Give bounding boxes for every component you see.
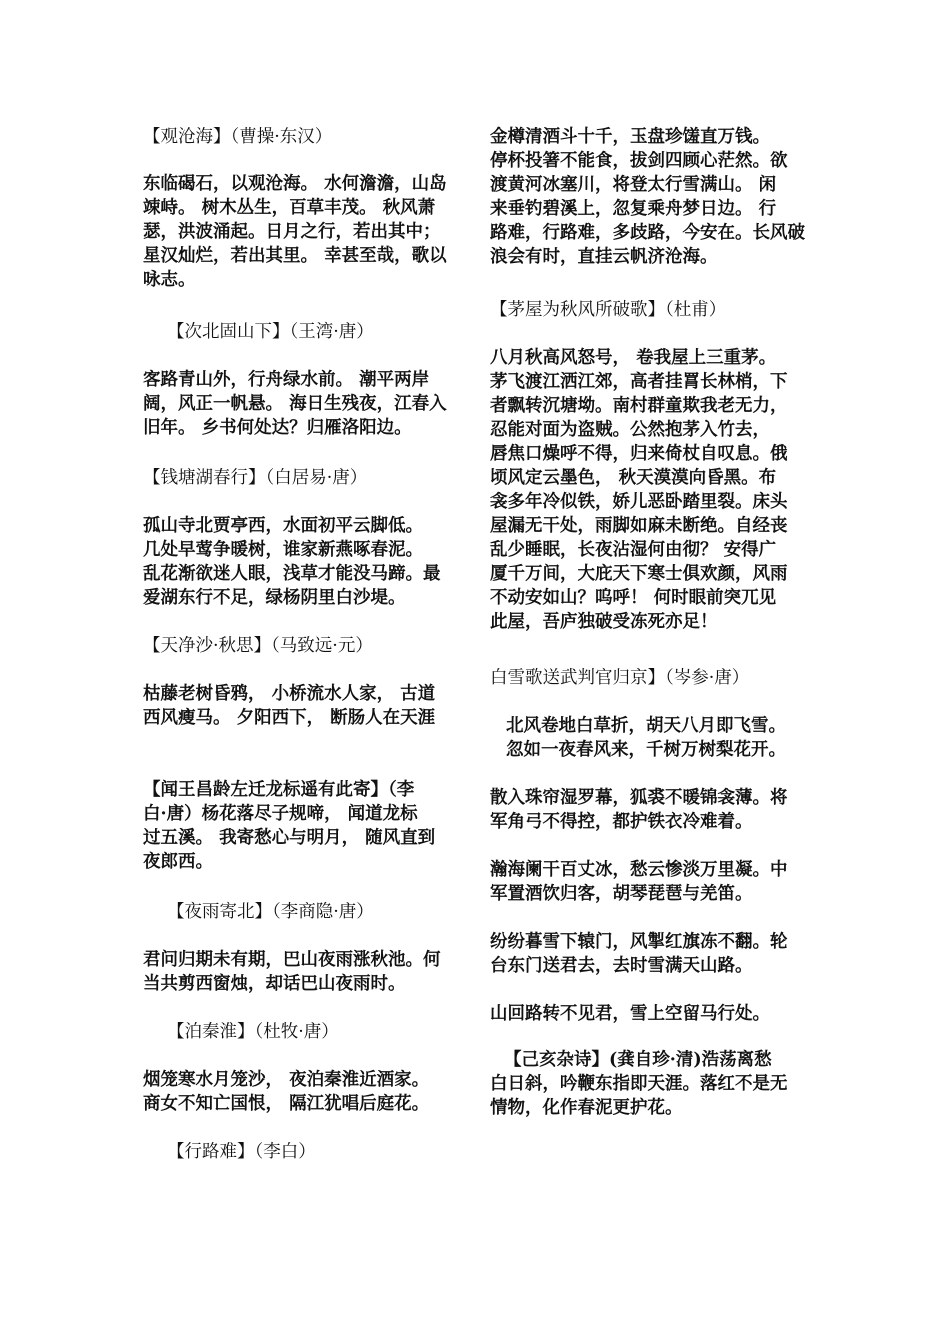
poem-bai-xue-ge-stanza-4: 纷纷暮雪下辕门，风掣红旗冻不翻。轮 台东门送君去，去时雪满天山路。: [490, 932, 788, 976]
poem-title-bo-qin-huai: 【泊秦淮】（杜牧·唐）: [167, 1022, 339, 1042]
poem-wen-wang-changling: 【闻王昌龄左迁龙标遥有此寄】（李 白·唐）杨花落尽子规啼， 闻道龙标 过五溪。 我寄愁心与明月， 随风直到 夜郎西。: [143, 780, 436, 872]
poem-title-tian-jing-sha: 【天净沙·秋思】（马致远·元）: [143, 636, 373, 656]
poem-body-ci-bei-gu-shan: 客路青山外，行舟绿水前。 潮平两岸 阔，风正一帆悬。 海日生残夜，江春入 旧年。 乡书何处达？归雁洛阳边。: [143, 370, 447, 438]
poem-body-xing-lu-nan: 金樽清酒斗十千，玉盘珍馐直万钱。 停杯投箸不能食，拔剑四顾心茫然。欲 渡黄河冰塞川，将登太行雪满山。 闲 来垂钓碧溪上，忽复乘舟梦日边。 行 路难，行路难，多歧路，今安在。长风破 浪会有时，直挂云帆济沧海。: [490, 127, 805, 267]
poem-body-guan-cang-hai: 东临碣石，以观沧海。 水何澹澹，山岛 竦峙。 树木丛生，百草丰茂。 秋风萧 瑟，洪波涌起。日月之行，若出其中； 星汉灿烂，若出其里。 幸甚至哉，歌以 咏志。: [143, 174, 447, 290]
poem-bai-xue-ge-stanza-3: 瀚海阑干百丈冰，愁云惨淡万里凝。中 军置酒饮归客，胡琴琵琶与羌笛。: [490, 860, 788, 904]
poem-body-tian-jing-sha: 枯藤老树昏鸦， 小桥流水人家， 古道 西风瘦马。 夕阳西下， 断肠人在天涯: [143, 684, 436, 728]
poem-title-bai-xue-ge: 白雪歌送武判官归京】（岑参·唐）: [490, 668, 750, 688]
poem-body-qian-tang-hu: 孤山寺北贾亭西，水面初平云脚低。 几处早莺争暖树，谁家新燕啄春泥。 乱花渐欲迷人眼，浅草才能没马蹄。最 爱湖东行不足，绿杨阴里白沙堤。: [143, 516, 441, 608]
poem-title-xing-lu-nan: 【行路难】（李白）: [167, 1142, 316, 1162]
poem-body-ye-yu-ji-bei: 君问归期未有期，巴山夜雨涨秋池。何 当共剪西窗烛，却话巴山夜雨时。: [143, 950, 441, 994]
poem-title-qian-tang-hu: 【钱塘湖春行】（白居易·唐）: [143, 468, 368, 488]
poem-title-mao-wu: 【茅屋为秋风所破歌】（杜甫）: [490, 300, 727, 320]
poem-bai-xue-ge-stanza-2: 散入珠帘湿罗幕，狐裘不暖锦衾薄。将 军角弓不得控，都护铁衣冷难着。: [490, 788, 788, 832]
poem-bai-xue-ge-stanza-1: 北风卷地白草折，胡天八月即飞雪。 忽如一夜春风来，千树万树梨花开。: [506, 716, 786, 760]
poem-bai-xue-ge-stanza-5: 山回路转不见君，雪上空留马行处。: [490, 1004, 770, 1024]
poem-title-ci-bei-gu-shan: 【次北固山下】（王湾·唐）: [167, 322, 374, 342]
poem-ji-hai-za-shi: 【己亥杂诗】(龚自珍·清)浩荡离愁 白日斜，吟鞭东指即天涯。落红不是无 情物，化作春泥更护花。: [490, 1050, 788, 1118]
poem-body-mao-wu: 八月秋高风怒号， 卷我屋上三重茅。 茅飞渡江洒江郊，高者挂罥长林梢，下 者飘转沉塘坳。南村群童欺我老无力， 忍能对面为盗贼。公然抱茅入竹去， 唇焦口燥呼不得，归来倚杖自叹息。俄 顷风定云墨色， 秋天漠漠向昏黑。布 衾多年冷似铁，娇儿恶卧踏里裂。床头 屋漏无干处，雨脚如麻未断绝。自经丧 乱少睡眠，长夜沾湿何由彻？ 安得广 厦千万间，大庇天下寒士俱欢颜，风雨 不动安如山？呜呼！ 何时眼前突兀见 此屋，吾庐独破受冻死亦足！: [490, 348, 788, 632]
poem-body-bo-qin-huai: 烟笼寒水月笼沙， 夜泊秦淮近酒家。 商女不知亡国恨， 隔江犹唱后庭花。: [143, 1070, 430, 1114]
poem-title-guan-cang-hai: 【观沧海】（曹操·东汉）: [143, 127, 333, 147]
poem-title-ye-yu-ji-bei: 【夜雨寄北】（李商隐·唐）: [167, 902, 374, 922]
